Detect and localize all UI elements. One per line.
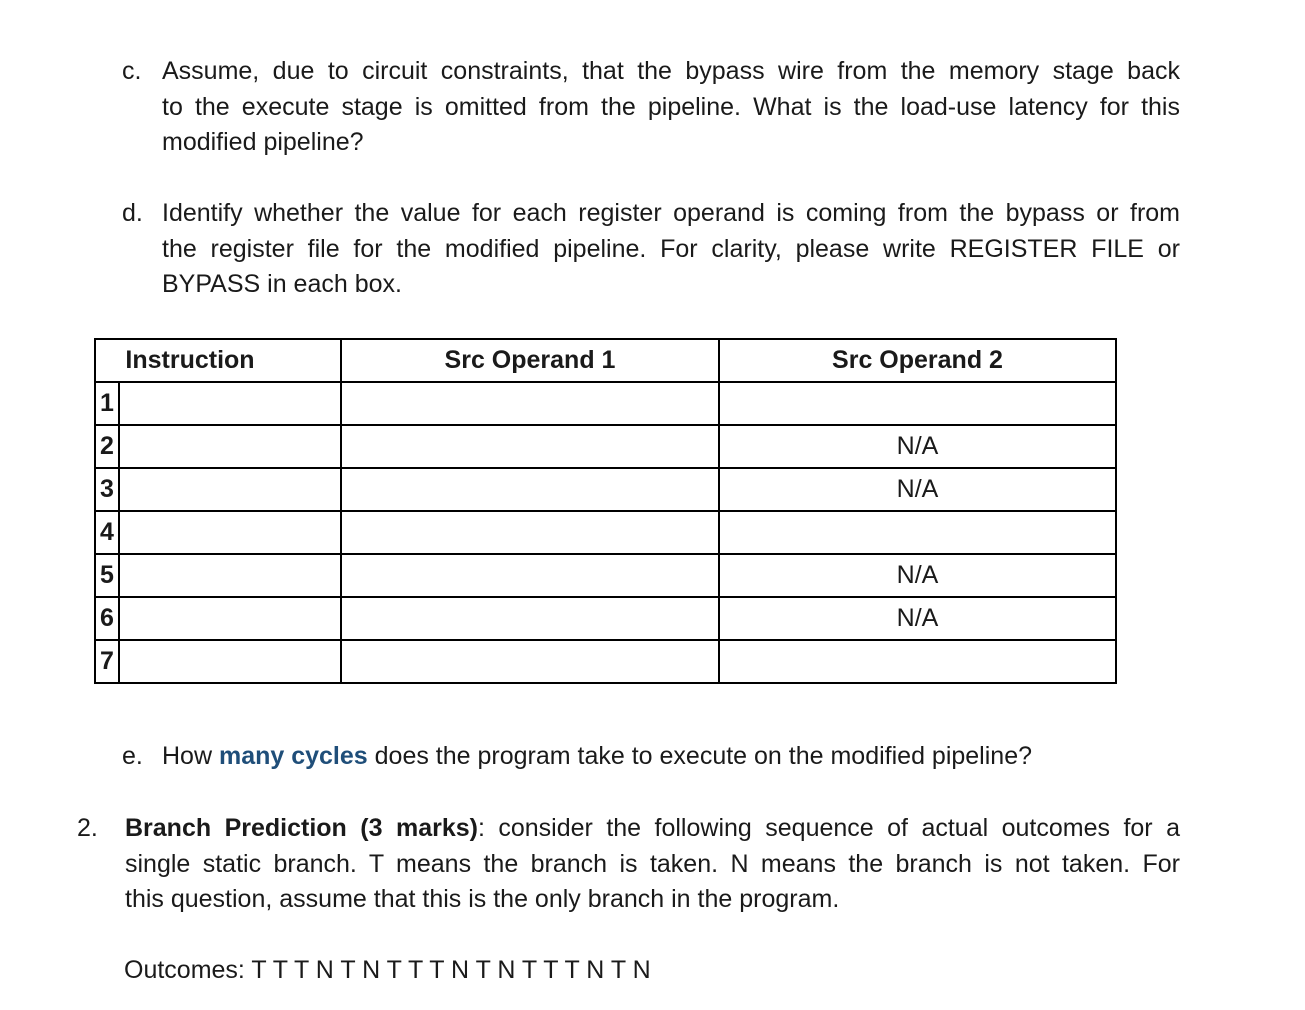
- question-e-suffix: does the program take to execute on the modified pipeline?: [367, 742, 1033, 770]
- operand-source-table: [94, 338, 1117, 684]
- instruction-cell[interactable]: [119, 382, 341, 425]
- src-operand-1-cell[interactable]: [341, 425, 719, 468]
- outcomes-line: [124, 953, 651, 988]
- header-src-operand-2: Src Operand 2: [719, 339, 1116, 382]
- table-row: [95, 640, 1116, 683]
- question-d-line: the register file for the modified pipeline. For clarity, please write REGISTER FILE or: [162, 234, 1180, 263]
- question-2-marker: 2.: [77, 814, 98, 842]
- row-number: 4: [95, 511, 119, 554]
- question-c-marker: c.: [122, 57, 142, 85]
- src-operand-1-cell[interactable]: [341, 511, 719, 554]
- src-operand-2-cell[interactable]: N/A: [719, 554, 1116, 597]
- src-operand-2-cell[interactable]: [719, 382, 1116, 425]
- instruction-cell[interactable]: [119, 425, 341, 468]
- question-e-line: [162, 739, 1192, 775]
- question-2-line: [125, 811, 1180, 847]
- question-d-text: [162, 196, 1180, 303]
- question-d-line: Identify whether the value for each register operand is coming from the bypass or from: [162, 199, 1180, 227]
- instruction-cell[interactable]: [119, 597, 341, 640]
- question-c-line: Assume, due to circuit constraints, that the bypass wire from the memory stage back: [162, 57, 1180, 85]
- table-row: [95, 468, 1116, 511]
- question-2-line: single static branch. T means the branch is taken. N means the branch is not taken. For: [125, 849, 1180, 878]
- question-d-marker: d.: [122, 199, 143, 227]
- row-number: 7: [95, 640, 119, 683]
- table-row: [95, 554, 1116, 597]
- src-operand-2-cell[interactable]: N/A: [719, 425, 1116, 468]
- row-number: 3: [95, 468, 119, 511]
- src-operand-1-cell[interactable]: [341, 468, 719, 511]
- table-body: [95, 382, 1116, 683]
- question-e-prefix: How: [162, 742, 219, 770]
- table-row: [95, 597, 1116, 640]
- question-d-line: BYPASS in each box.: [162, 270, 402, 298]
- table-row: [95, 511, 1116, 554]
- row-number: 1: [95, 382, 119, 425]
- question-e-text: [162, 739, 1192, 775]
- question-e-highlight: many cycles: [218, 742, 368, 770]
- src-operand-2-cell[interactable]: N/A: [719, 468, 1116, 511]
- instruction-cell[interactable]: [119, 640, 341, 683]
- outcomes-label: Outcomes:: [124, 956, 252, 984]
- row-number: 5: [95, 554, 119, 597]
- header-instruction: Instruction: [95, 339, 341, 382]
- instruction-cell[interactable]: [119, 511, 341, 554]
- header-src-operand-1: Src Operand 1: [341, 339, 719, 382]
- question-2-line1-rest: : consider the following sequence of actual outcomes for a: [477, 814, 1180, 842]
- question-e-marker: e.: [122, 742, 143, 770]
- src-operand-2-cell[interactable]: [719, 511, 1116, 554]
- question-2-text: [125, 811, 1180, 918]
- outcomes-sequence: T T T N T N T T T N T N T T T N T N: [251, 956, 651, 984]
- question-c-line: modified pipeline?: [162, 128, 364, 156]
- question-2-title: Branch Prediction (3 marks): [125, 814, 478, 842]
- row-number: 6: [95, 597, 119, 640]
- src-operand-1-cell[interactable]: [341, 640, 719, 683]
- question-c-line: to the execute stage is omitted from the pipeline. What is the load-use latency for this: [162, 92, 1180, 121]
- instruction-cell[interactable]: [119, 468, 341, 511]
- src-operand-1-cell[interactable]: [341, 382, 719, 425]
- table-row: [95, 425, 1116, 468]
- question-c-text: [162, 54, 1180, 161]
- src-operand-1-cell[interactable]: [341, 597, 719, 640]
- table-header-row: [95, 339, 1116, 382]
- instruction-cell[interactable]: [119, 554, 341, 597]
- question-2-line: this question, assume that this is the only branch in the program.: [125, 885, 840, 913]
- table-row: [95, 382, 1116, 425]
- row-number: 2: [95, 425, 119, 468]
- src-operand-1-cell[interactable]: [341, 554, 719, 597]
- src-operand-2-cell[interactable]: N/A: [719, 597, 1116, 640]
- src-operand-2-cell[interactable]: [719, 640, 1116, 683]
